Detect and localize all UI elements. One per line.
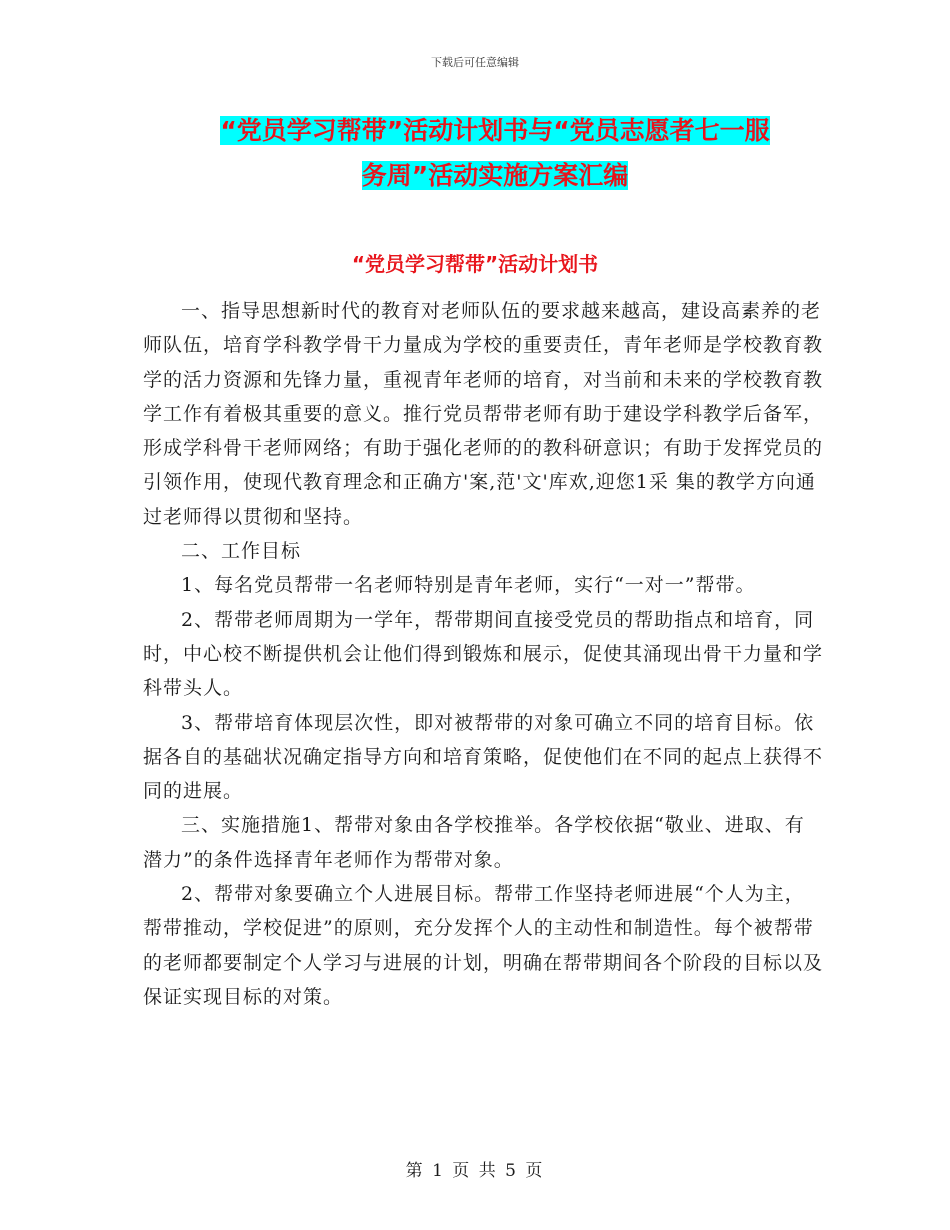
body-text	[143, 294, 823, 1014]
main-title-line-2: 务周”活动实施方案汇编	[361, 161, 629, 190]
section-title: “党员学习帮带”活动计划书	[351, 252, 599, 276]
paragraph: 一、指导思想新时代的教育对老师队伍的要求越来越高，建设高素养的老师队伍，培育学科教学骨干力量成为学校的重要责任，青年老师是学校教育教学的活力资源和先锋力量，重视青年老师的培育，对当前和未来的学校教育教学工作有着极其重要的意义。推行党员帮带老师有助于建设学科教学后备军，形成学科骨干老师网络；有助于强化老师的的教科研意识；有助于发挥党员的引领作用，使现代教育理念和正确方'案,范'文'库欢,迎您1采 集的教学方向通过老师得以贯彻和坚持。	[143, 300, 824, 528]
paragraph: 1、每名党员帮带一名老师特别是青年老师，实行“一对一”帮带。	[181, 574, 756, 597]
header-note: 下载后可任意编辑	[431, 56, 519, 69]
page-number-footer: 第 1 页 共 5 页	[405, 1161, 545, 1181]
paragraph: 2、帮带老师周期为一学年，帮带期间直接受党员的帮助指点和培育，同时，中心校不断提供机会让他们得到锻炼和展示，促使其涌现出骨干力量和学科带头人。	[143, 608, 824, 700]
paragraph: 3、帮带培育体现层次性，即对被帮带的对象可确立不同的培育目标。依据各自的基础状况确定指导方向和培育策略，促使他们在不同的起点上获得不同的进展。	[143, 711, 824, 803]
main-title-line-1: “党员学习帮带”活动计划书与“党员志愿者七一服	[220, 116, 770, 145]
main-title	[175, 108, 815, 198]
paragraph: 二、工作目标	[181, 540, 302, 563]
paragraph: 三、实施措施1、帮带对象由各学校推举。各学校依据“敬业、进取、有潜力”的条件选择青年老师作为帮带对象。	[143, 814, 805, 871]
paragraph: 2、帮带对象要确立个人进展目标。帮带工作坚持老师进展“个人为主，帮带推动，学校促进”的原则，充分发挥个人的主动性和制造性。每个被帮带的老师都要制定个人学习与进展的计划，明确在帮带期间各个阶段的目标以及保证实现目标的对策。	[143, 883, 824, 1008]
